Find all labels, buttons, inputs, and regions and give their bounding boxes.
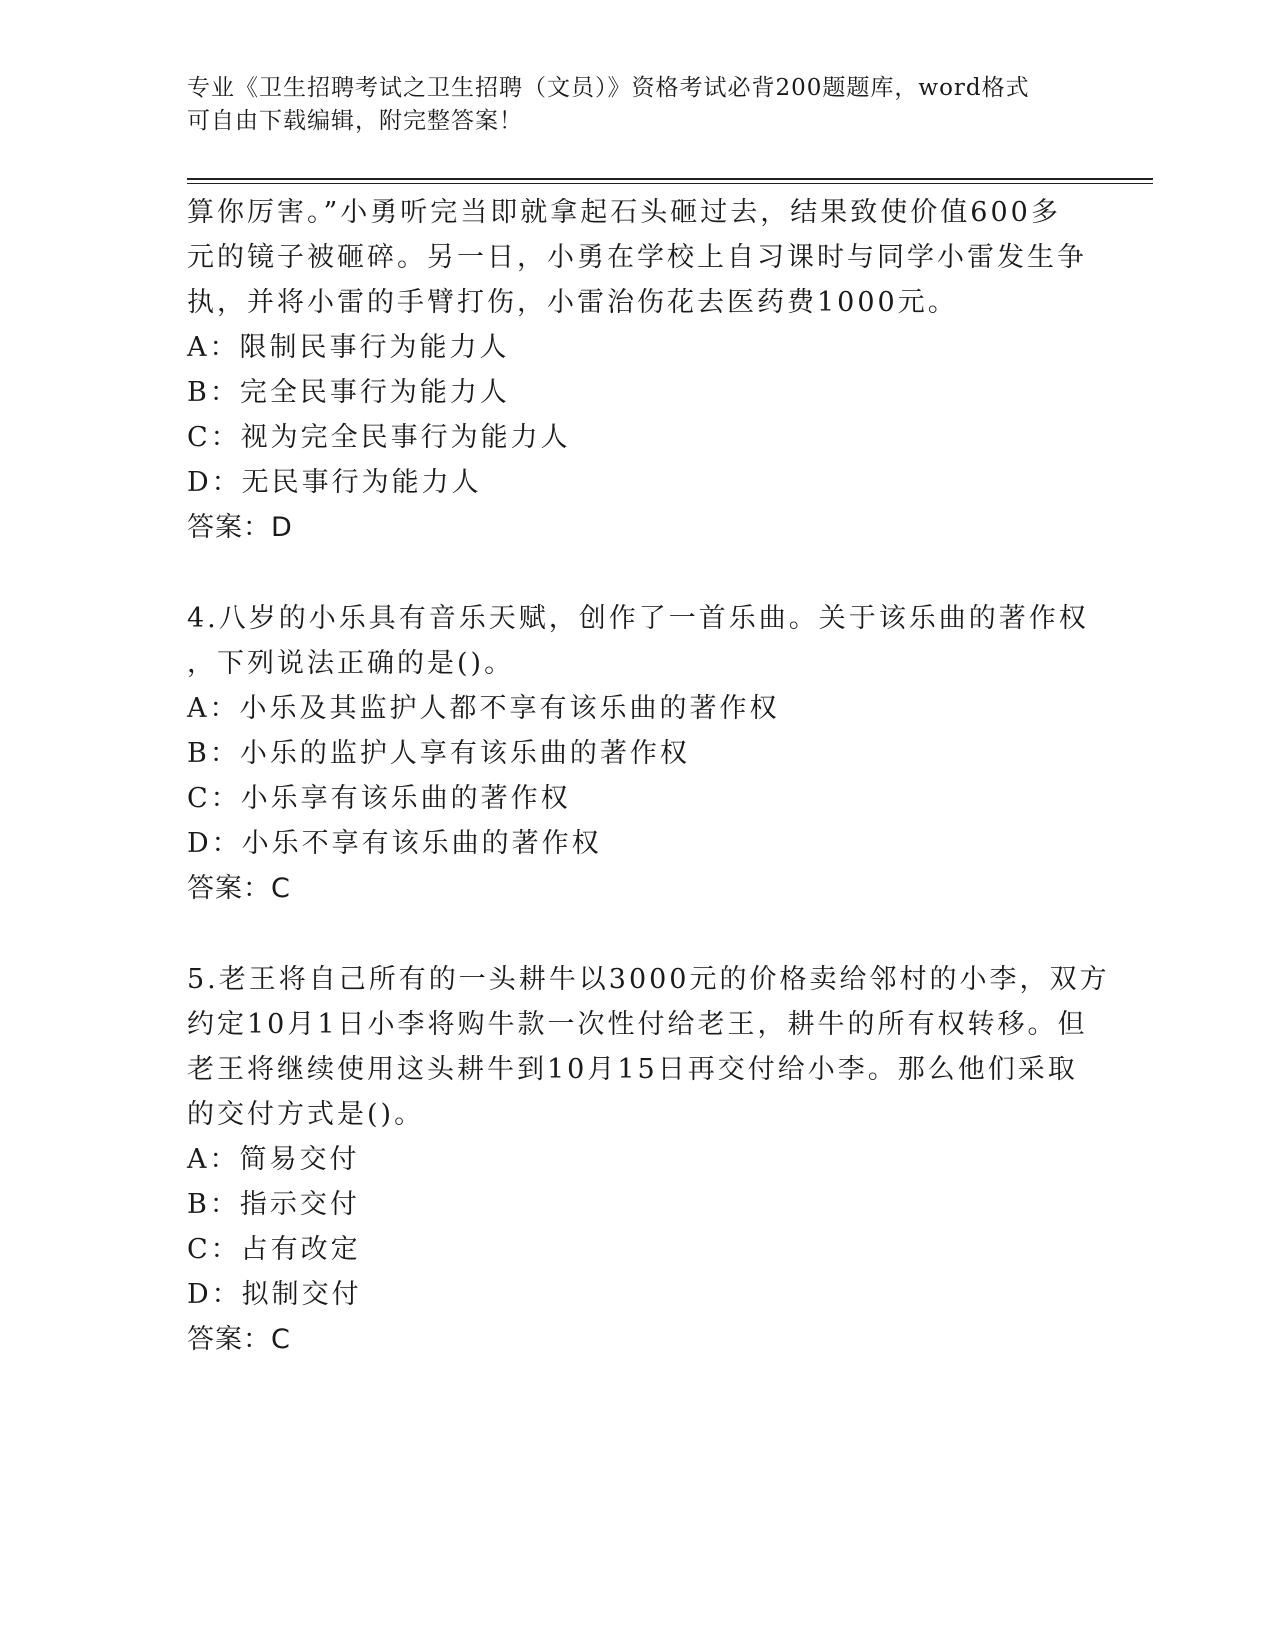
question-3-option-c: C：视为完全民事行为能力人 bbox=[187, 422, 571, 453]
question-5-option-c: C：占有改定 bbox=[187, 1234, 361, 1265]
question-3-option-a: A：限制民事行为能力人 bbox=[187, 332, 510, 363]
question-3-option-d: D：无民事行为能力人 bbox=[187, 467, 482, 498]
question-3-stem-line: 算你厉害。”小勇听完当即就拿起石头砸过去，结果致使价值600多 bbox=[187, 197, 1061, 228]
question-4-answer: 答案：C bbox=[187, 873, 291, 904]
question-4-option-a: A：小乐及其监护人都不享有该乐曲的著作权 bbox=[187, 693, 780, 724]
question-3-answer: 答案：D bbox=[187, 512, 293, 543]
question-4-stem-line: 4.八岁的小乐具有音乐天赋，创作了一首乐曲。关于该乐曲的著作权 bbox=[187, 603, 1089, 634]
question-list bbox=[187, 190, 1110, 1362]
question-3 bbox=[187, 190, 1087, 550]
header-divider bbox=[187, 178, 1153, 184]
question-3-option-b: B：完全民事行为能力人 bbox=[187, 377, 510, 408]
question-3-stem-line: 元的镜子被砸碎。另一日，小勇在学校上自习课时与同学小雷发生争 bbox=[187, 242, 1087, 273]
page-header bbox=[187, 72, 1067, 138]
question-5-answer: 答案：C bbox=[187, 1324, 291, 1355]
question-5-stem-line: 的交付方式是()。 bbox=[187, 1099, 425, 1130]
question-5-stem-line: 约定10月1日小李将购牛款一次性付给老王，耕牛的所有权转移。但 bbox=[187, 1009, 1088, 1040]
question-spacer bbox=[187, 550, 1087, 596]
question-4-option-c: C：小乐享有该乐曲的著作权 bbox=[187, 783, 571, 814]
header-title-line-1: 专业《卫生招聘考试之卫生招聘（文员）》资格考试必背200题题库，word格式 bbox=[187, 75, 1030, 101]
question-5 bbox=[187, 957, 1110, 1362]
question-3-stem-line: 执，并将小雷的手臂打伤，小雷治伤花去医药费1000元。 bbox=[187, 287, 958, 318]
header-title-line-2: 可自由下载编辑，附完整答案！ bbox=[187, 108, 523, 134]
question-5-option-d: D：拟制交付 bbox=[187, 1279, 362, 1310]
question-5-option-b: B：指示交付 bbox=[187, 1189, 360, 1220]
question-5-stem-line: 老王将继续使用这头耕牛到10月15日再交付给小李。那么他们采取 bbox=[187, 1054, 1078, 1085]
question-4-option-d: D：小乐不享有该乐曲的著作权 bbox=[187, 828, 602, 859]
question-4 bbox=[187, 596, 1087, 911]
question-5-option-a: A：简易交付 bbox=[187, 1144, 360, 1175]
question-4-option-b: B：小乐的监护人享有该乐曲的著作权 bbox=[187, 738, 690, 769]
question-4-stem-line: ，下列说法正确的是()。 bbox=[187, 648, 515, 679]
question-5-stem-line: 5.老王将自己所有的一头耕牛以3000元的价格卖给邻村的小李，双方 bbox=[187, 964, 1110, 995]
question-spacer bbox=[187, 911, 1087, 957]
